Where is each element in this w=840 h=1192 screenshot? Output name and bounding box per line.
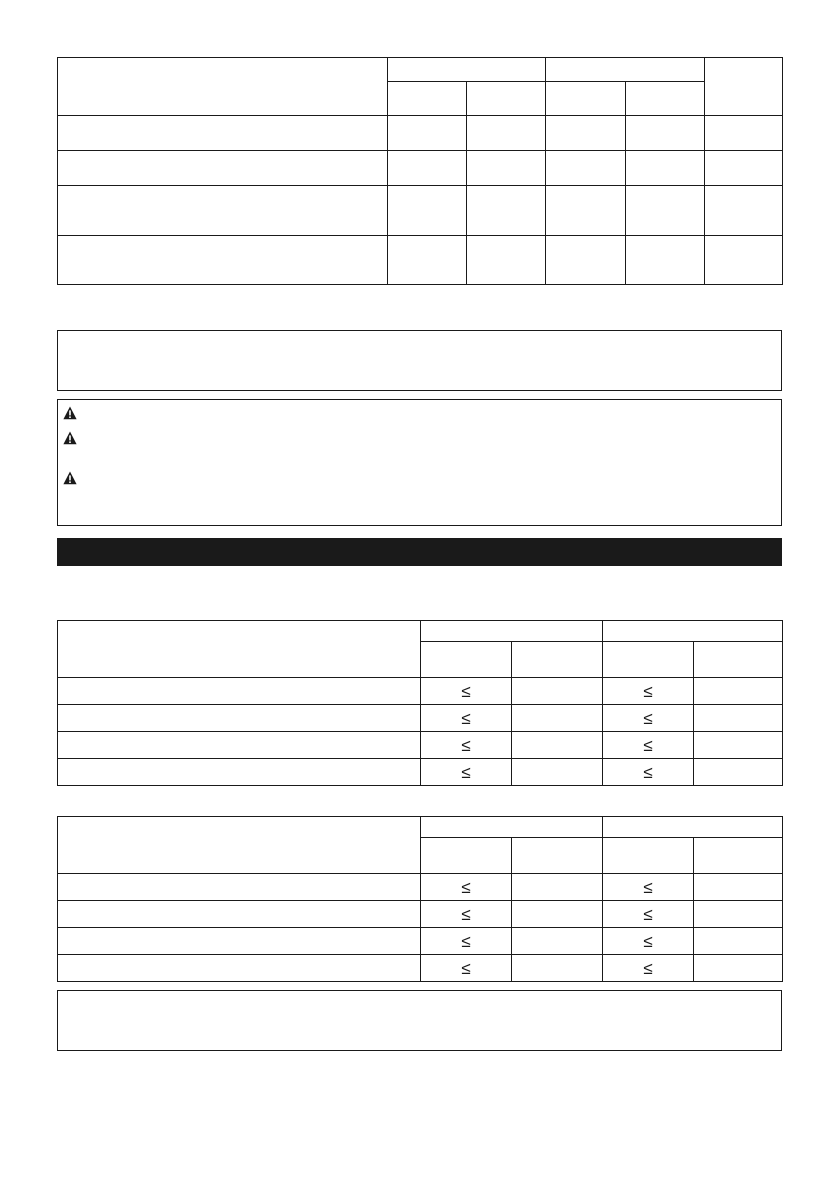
vib-b-cell <box>512 874 603 901</box>
vib-b-le-cell <box>603 901 694 928</box>
le-symbol: ≤ <box>461 905 471 924</box>
vib-a-cell <box>694 759 783 786</box>
spec-row-label <box>58 236 388 285</box>
vib-b-subheader-cell <box>603 838 694 874</box>
vib-b-le-cell <box>421 901 512 928</box>
vib-b-le-cell <box>603 928 694 955</box>
spec-row <box>58 236 783 285</box>
vib-b-row <box>58 874 783 901</box>
vib-b-subheader-cell <box>694 838 783 874</box>
spec-subheader-cell <box>626 82 705 116</box>
vib-b-le-cell <box>421 928 512 955</box>
vib-a-subheader-cell <box>694 642 783 678</box>
vib-b-subheader-cell <box>512 838 603 874</box>
vib-b-cell <box>694 901 783 928</box>
vib-b-row-label <box>58 874 421 901</box>
le-symbol: ≤ <box>643 709 653 728</box>
vib-a-cell <box>512 759 603 786</box>
le-symbol: ≤ <box>643 959 653 978</box>
spec-cell <box>626 116 705 151</box>
le-symbol: ≤ <box>461 932 471 951</box>
vib-a-row-label <box>58 759 421 786</box>
spec-cell <box>467 186 546 236</box>
spec-header-row <box>58 58 783 82</box>
le-symbol: ≤ <box>643 736 653 755</box>
le-symbol: ≤ <box>461 682 471 701</box>
spec-cell <box>546 151 626 186</box>
le-symbol: ≤ <box>643 905 653 924</box>
vib-a-cell <box>512 678 603 705</box>
spec-row-label <box>58 116 388 151</box>
spec-cell <box>467 116 546 151</box>
vib-a-le-cell <box>421 705 512 732</box>
vib-b-row <box>58 955 783 982</box>
vib-b-cell <box>512 928 603 955</box>
spec-cell <box>467 236 546 285</box>
spec-row <box>58 116 783 151</box>
warning-triangle-icon <box>63 431 77 445</box>
spec-cell <box>467 151 546 186</box>
spec-cell <box>388 116 467 151</box>
le-symbol: ≤ <box>461 709 471 728</box>
vib-b-cell <box>512 901 603 928</box>
vib-b-le-cell <box>421 955 512 982</box>
le-symbol: ≤ <box>643 932 653 951</box>
spec-cell <box>705 236 783 285</box>
vib-a-row-label <box>58 705 421 732</box>
vib-a-cell <box>512 705 603 732</box>
le-symbol: ≤ <box>461 878 471 897</box>
vib-a-cell <box>694 732 783 759</box>
spec-cell <box>388 151 467 186</box>
vib-a-cell <box>694 678 783 705</box>
vib-a-le-cell <box>603 678 694 705</box>
vib-a-row-label <box>58 732 421 759</box>
vib-a-header-row <box>58 621 783 642</box>
note-box <box>57 330 782 391</box>
vib-b-subheader-cell <box>421 838 512 874</box>
spec-cell <box>705 151 783 186</box>
vib-a-subheader-cell <box>512 642 603 678</box>
vib-b-group-header-2 <box>603 817 783 838</box>
spec-cell <box>705 116 783 151</box>
vib-a-row <box>58 759 783 786</box>
le-symbol: ≤ <box>461 763 471 782</box>
spec-cell <box>705 186 783 236</box>
vib-b-cell <box>694 955 783 982</box>
spec-group-header-2 <box>546 58 705 82</box>
vib-a-row <box>58 678 783 705</box>
spec-row-label <box>58 186 388 236</box>
spec-cell <box>626 186 705 236</box>
vib-b-le-cell <box>421 874 512 901</box>
le-symbol: ≤ <box>643 682 653 701</box>
vib-a-le-cell <box>603 759 694 786</box>
spec-header-label-cell <box>58 58 388 116</box>
warning-triangle-icon <box>63 406 77 420</box>
warning-triangle-icon <box>63 471 77 485</box>
vibration-table-b <box>57 816 783 982</box>
vib-b-row-label <box>58 901 421 928</box>
vib-b-row-label <box>58 955 421 982</box>
spec-group-header-1 <box>388 58 546 82</box>
le-symbol: ≤ <box>643 763 653 782</box>
spec-cell <box>546 186 626 236</box>
vib-b-cell <box>694 874 783 901</box>
vib-b-group-header-1 <box>421 817 603 838</box>
vib-a-le-cell <box>603 732 694 759</box>
spec-subheader-cell <box>546 82 626 116</box>
warning-box <box>57 399 782 526</box>
vib-b-cell <box>512 955 603 982</box>
vib-b-header-row <box>58 817 783 838</box>
vib-a-cell <box>694 705 783 732</box>
vib-a-row <box>58 732 783 759</box>
vib-a-group-header-2 <box>603 621 783 642</box>
spec-table <box>57 57 783 285</box>
vib-b-cell <box>694 928 783 955</box>
vib-a-le-cell <box>421 732 512 759</box>
spec-cell <box>626 236 705 285</box>
spec-row-label <box>58 151 388 186</box>
le-symbol: ≤ <box>643 878 653 897</box>
vib-a-le-cell <box>421 678 512 705</box>
vib-a-row-label <box>58 678 421 705</box>
vib-a-le-cell <box>421 759 512 786</box>
spec-cell <box>546 236 626 285</box>
spec-cell <box>626 151 705 186</box>
vib-a-le-cell <box>603 705 694 732</box>
spec-cell <box>546 116 626 151</box>
spec-row <box>58 151 783 186</box>
spec-row <box>58 186 783 236</box>
bottom-note-box <box>57 990 782 1051</box>
le-symbol: ≤ <box>461 959 471 978</box>
vib-a-cell <box>512 732 603 759</box>
vib-b-header-label-cell <box>58 817 421 874</box>
spec-subheader-cell <box>388 82 467 116</box>
vib-a-group-header-1 <box>421 621 603 642</box>
vib-a-subheader-cell <box>603 642 694 678</box>
vib-a-subheader-cell <box>421 642 512 678</box>
spec-header-last-cell <box>705 58 783 116</box>
spec-cell <box>388 186 467 236</box>
spec-subheader-cell <box>467 82 546 116</box>
vib-b-le-cell <box>603 955 694 982</box>
vib-b-row-label <box>58 928 421 955</box>
le-symbol: ≤ <box>461 736 471 755</box>
vibration-table-a <box>57 620 783 786</box>
vib-b-row <box>58 928 783 955</box>
vib-b-row <box>58 901 783 928</box>
section-heading-bar <box>57 538 782 566</box>
vib-a-header-label-cell <box>58 621 421 678</box>
vib-b-le-cell <box>603 874 694 901</box>
spec-cell <box>388 236 467 285</box>
vib-a-row <box>58 705 783 732</box>
